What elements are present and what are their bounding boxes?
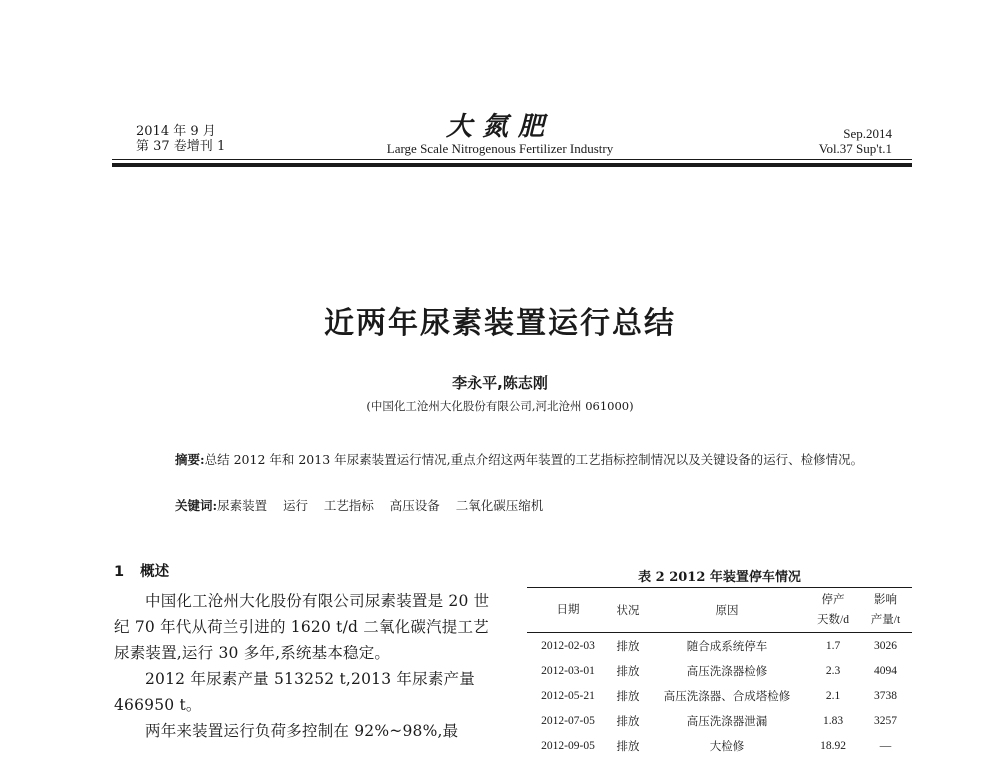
cell-impact: 3738 [874,689,897,702]
header-volume-cn: 第 37 卷增刊 1 [136,139,226,154]
keywords-text: 尿素装置 运行 工艺指标 高压设备 二氧化碳压缩机 [217,498,544,513]
journal-name-en: Large Scale Nitrogenous Fertilizer Industry [386,141,614,156]
header-state: 状况 [609,588,647,633]
section-heading [114,560,169,581]
cell-reason: 大检修 [709,738,745,753]
table-row [527,733,912,758]
cell-date: 2012-03-01 [541,664,595,677]
header-date-en: Sep.2014 [843,126,892,141]
header-days-line1: 停产 [821,594,845,606]
header-rule-thick [112,163,912,167]
header-volume-en: Vol.37 Sup't.1 [818,141,892,156]
cell-state: 排放 [616,638,640,653]
cell-state: 排放 [616,738,640,753]
cell-impact: 3026 [874,639,897,652]
journal-logo: 大氮肥 [445,112,554,142]
cell-days: 18.92 [820,739,846,752]
table-header-row [527,588,912,633]
shutdown-table [527,587,912,758]
body-paragraph: 中国化工沧州大化股份有限公司尿素装置是 20 世纪 70 年代从荷兰引进的 1620 t/d 二氧化碳汽提工艺尿素装置,运行 30 多年,系统基本稳定。 [114,592,490,662]
section-body [114,588,498,744]
header-impact-line2: 产量/t [870,614,901,626]
journal-masthead [330,112,670,156]
header-date-cn: 2014 年 9 月 [136,124,216,139]
cell-state: 排放 [616,663,640,678]
article-title: 近两年尿素装置运行总结 [324,306,676,341]
cell-date: 2012-07-05 [541,714,595,727]
cell-reason: 高压洗涤器泄漏 [686,713,768,728]
cell-date: 2012-09-05 [541,739,595,752]
header-impact-line1: 影响 [874,594,897,606]
section-title: 概述 [140,564,170,580]
abstract-text: 总结 2012 年和 2013 年尿素装置运行情况,重点介绍这两年装置的工艺指标控制情况以及关键设备的运行、检修情况。 [204,452,864,467]
cell-days: 2.3 [825,664,841,677]
cell-state: 排放 [616,713,640,728]
abstract [147,449,867,471]
header-issue-info [136,124,225,154]
cell-date: 2012-05-21 [541,689,595,702]
header-reason: 原因 [647,588,807,633]
table [527,588,912,758]
keywords-label: 关键词: [175,498,218,513]
table-row [527,708,912,733]
cell-impact: — [879,739,892,752]
header-date: 日期 [527,588,609,633]
cell-impact: 3257 [874,714,897,727]
article-affiliation: (中国化工沧州大化股份有限公司,河北沧州 061000) [366,399,634,413]
keywords [175,497,875,515]
cell-impact: 4094 [874,664,897,677]
cell-reason: 随合成系统停车 [686,638,768,653]
table-row [527,683,912,708]
body-paragraph: 两年来装置运行负荷多控制在 92%~98%,最 [145,722,459,740]
table-caption: 表 2 2012 年装置停车情况 [638,570,801,585]
cell-days: 2.1 [825,689,841,702]
article-authors: 李永平,陈志刚 [452,374,548,392]
abstract-label: 摘要: [175,452,205,467]
header-issue-info-en [819,126,892,156]
cell-reason: 高压洗涤器、合成塔检修 [663,688,791,703]
table-row [527,658,912,683]
body-paragraph: 2012 年尿素产量 513252 t,2013 年尿素产量 466950 t。 [114,670,475,714]
header-impact [859,588,912,633]
section-number: 1 [114,564,125,580]
header-days [807,588,859,633]
table-row [527,633,912,659]
cell-days: 1.7 [825,639,841,652]
cell-days: 1.83 [822,714,844,727]
header-rule-thin [112,159,912,160]
cell-state: 排放 [616,688,640,703]
cell-reason: 高压洗涤器检修 [686,663,768,678]
header-days-line2: 天数/d [817,614,849,626]
cell-date: 2012-02-03 [541,639,595,652]
